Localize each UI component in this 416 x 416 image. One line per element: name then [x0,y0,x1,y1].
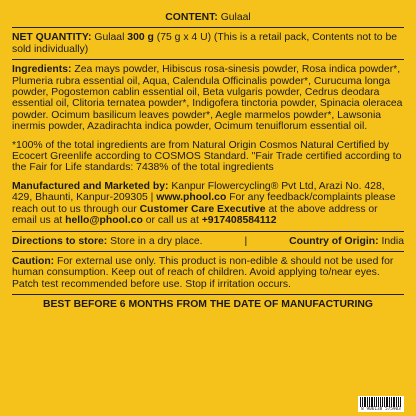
separator: | [244,235,248,247]
storage-directions [12,236,203,247]
ingredients [12,64,404,132]
email-link[interactable]: hello@phool.co [65,215,143,227]
content-line [12,12,404,23]
best-before: BEST BEFORE 6 MONTHS FROM THE DATE OF MANUFACTURING [43,299,373,311]
storage-label: Directions to store: [12,235,108,247]
ingredients-text: Zea mays powder, Hibiscus rosa-sinesis powder, Rosa indica powder*, Plumeria rubra essential oil, Aqua, Calendula Officinalis powder*, Curucuma longa powder, Pogostemon cablin essential oil, Beta vulgaris powder, Cedrus deodara essential oil, Clitoria ternatea powder*, Indigofera tinctoria powder, Spinacia oleracea powder. Ocimum basilicum leaves powder*, Aegle marmelos powder*, Lawsonia inermis powder, Azadirachta indica powder, Ocimum tenuiflorum essential oil. [12,64,403,133]
divider [12,251,404,252]
net-quantity-rest: (75 g x 4 U) (This is a retail pack, Contents not to be sold individually) [12,32,398,55]
feedback-pre: For any feedback/complaints please reach out to us through our [12,192,396,215]
barcode [358,396,404,412]
certification-note: *100% of the total ingredients are from Natural Origin Cosmos Natural Certified by Ecocert Greenlife according to COSMOS Standard. "Fair Trade certified according to the Fair for Life standards: 7438% of the total ingredients [12,139,402,174]
customer-care-label: Customer Care Executive [139,203,266,215]
divider [12,294,404,295]
divider [12,59,404,60]
caution [12,256,404,290]
net-quantity-qty: 300 g [127,32,154,44]
net-quantity [12,32,404,55]
origin-label: Country of Origin: [289,235,379,247]
net-quantity-label: NET QUANTITY: [12,32,92,44]
content-label: CONTENT: [165,12,218,23]
website-link[interactable]: www.phool.co [156,192,227,204]
ingredients-label: Ingredients: [12,64,72,76]
feedback-mid: at the above address or email us at [12,203,378,227]
country-of-origin [289,236,404,247]
caution-label: Caution: [12,255,55,267]
storage-value: Store in a dry place. [110,235,203,247]
manufacturer-label: Manufactured and Marketed by: [12,180,169,192]
origin-value: India [381,235,404,247]
manufacturer-address: Kanpur Flowercycling® Pvt Ltd, Arazi No. 428, 429, Bhaunti, Kanpur-209305 | [12,180,385,204]
storage-origin-row [12,236,404,247]
divider [12,27,404,28]
content-value: Gulaal [220,12,251,23]
divider [12,231,404,232]
barcode-number: 8 906138 575903 [361,407,401,412]
feedback-post: or call us at [145,215,199,227]
manufacturer-info [12,181,404,227]
net-quantity-pre: Gulaal [94,32,125,44]
phone-number[interactable]: +917408584112 [201,215,277,227]
barcode-bars [360,397,402,407]
caution-text: For external use only. This product is non-edible & should not be used for human consumption. Keep out of reach of children. Avoid applying to/near eyes. Patch test recommended before use. Stop if irritation occurs. [12,255,394,290]
